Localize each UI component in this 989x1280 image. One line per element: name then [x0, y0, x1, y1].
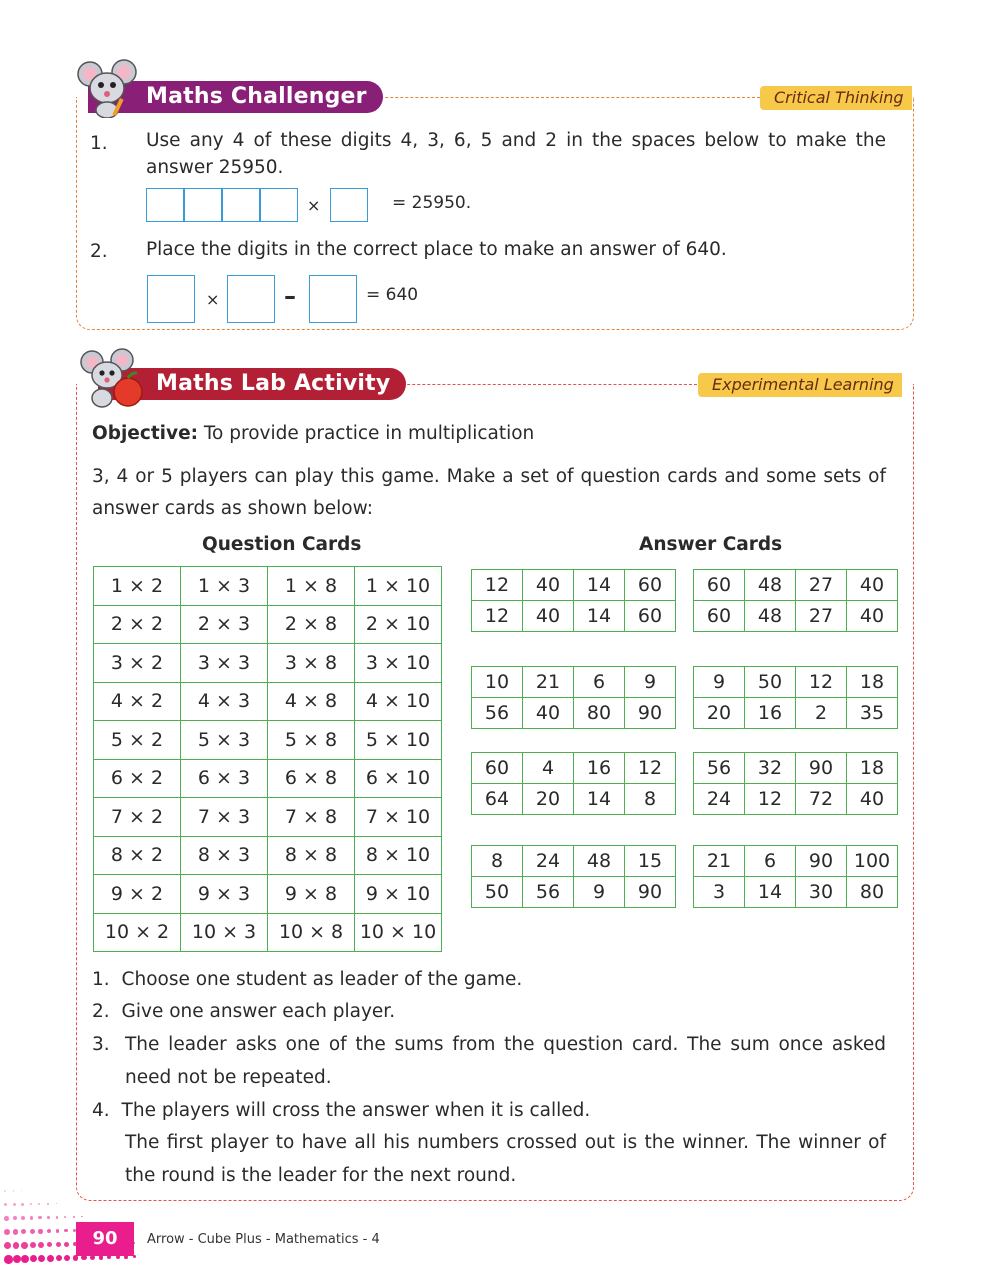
answer-card-cell: 40	[847, 784, 898, 815]
question-card-cell: 4 × 8	[268, 682, 355, 721]
decorative-dot	[73, 1216, 75, 1218]
answer-card-cell: 60	[694, 601, 745, 632]
question-card-cell: 10 × 8	[268, 913, 355, 952]
answer-row	[472, 877, 676, 908]
decorative-dot	[47, 1203, 49, 1205]
answer-card-1	[471, 569, 676, 632]
answer-card-cell: 40	[523, 570, 574, 601]
question-row	[94, 682, 442, 721]
answer-card-cell: 14	[745, 877, 796, 908]
answer-row	[472, 667, 676, 698]
answer-card-cell: 6	[745, 846, 796, 877]
answer-card-cell: 27	[796, 570, 847, 601]
answer-card-cell: 56	[694, 753, 745, 784]
answer-card-cell: 12	[625, 753, 676, 784]
answer-card-cell: 40	[847, 570, 898, 601]
answer-card-cell: 14	[574, 601, 625, 632]
question-card-cell: 1 × 10	[355, 567, 442, 606]
objective-line	[92, 418, 534, 450]
answer-card-cell: 21	[694, 846, 745, 877]
answer-card-cell: 4	[523, 753, 574, 784]
answer-card-3	[471, 666, 676, 729]
q2-answer-box-2[interactable]	[227, 275, 275, 323]
critical-thinking-tag	[760, 86, 912, 110]
answer-card-cell: 35	[847, 698, 898, 729]
decorative-dot	[30, 1229, 35, 1234]
answer-card-cell: 56	[523, 877, 574, 908]
decorative-dot	[38, 1255, 45, 1262]
question-card-cell: 9 × 8	[268, 875, 355, 914]
q1-answer-box-5[interactable]	[330, 188, 368, 222]
question-card-cell: 10 × 2	[94, 913, 181, 952]
challenger-top-line	[340, 97, 760, 98]
objective-label: Objective:	[92, 423, 199, 444]
decorative-dot	[47, 1242, 52, 1247]
objective-text: To provide practice in multiplication	[198, 423, 535, 444]
answer-row	[472, 753, 676, 784]
answer-card-cell: 10	[472, 667, 523, 698]
question-row	[94, 759, 442, 798]
book-title: Arrow - Cube Plus - Mathematics - 4	[147, 1232, 380, 1247]
answer-row	[694, 784, 898, 815]
answer-card-4	[693, 666, 898, 729]
answer-row	[694, 753, 898, 784]
question-card-cell: 7 × 8	[268, 798, 355, 837]
step-3-text: The leader asks one of the sums from the question card. The sum once asked need not be repeated.	[125, 1034, 886, 1088]
question-cards-heading: Question Cards	[202, 534, 362, 555]
answer-card-cell: 90	[796, 846, 847, 877]
answer-card-cell: 24	[523, 846, 574, 877]
answer-card-cell: 2	[796, 698, 847, 729]
decorative-dot	[13, 1255, 21, 1263]
step-1-text: Choose one student as leader of the game.	[121, 969, 523, 990]
answer-row	[694, 667, 898, 698]
decorative-dot	[4, 1242, 11, 1249]
question-card-cell: 1 × 8	[268, 567, 355, 606]
answer-card-cell: 90	[796, 753, 847, 784]
answer-row	[472, 601, 676, 632]
decorative-dot	[81, 1216, 82, 1217]
answer-card-cell: 40	[523, 601, 574, 632]
question-card-cell: 5 × 2	[94, 721, 181, 760]
step-2-text: Give one answer each player.	[121, 1001, 396, 1022]
question-card-cell: 3 × 3	[181, 644, 268, 683]
q2-result: = 640	[366, 285, 419, 305]
decorative-dot	[13, 1229, 19, 1235]
question-card-cell: 6 × 3	[181, 759, 268, 798]
question-card-cell: 4 × 3	[181, 682, 268, 721]
q2-answer-box-3[interactable]	[309, 275, 357, 323]
question-card-cell: 8 × 3	[181, 836, 268, 875]
question-row	[94, 798, 442, 837]
q2-answer-box-1[interactable]	[147, 275, 195, 323]
question-card-cell: 9 × 10	[355, 875, 442, 914]
question-card-cell: 5 × 3	[181, 721, 268, 760]
question-card-cell: 2 × 2	[94, 605, 181, 644]
step-1-number: 1.	[92, 969, 110, 990]
answer-row	[472, 784, 676, 815]
answer-card-cell: 9	[574, 877, 625, 908]
answer-card-cell: 32	[745, 753, 796, 784]
question-card-cell: 8 × 2	[94, 836, 181, 875]
mouse-with-apple-icon	[78, 348, 150, 414]
question-row	[94, 605, 442, 644]
answer-card-7	[471, 845, 676, 908]
question-card-cell: 1 × 2	[94, 567, 181, 606]
answer-card-cell: 50	[472, 877, 523, 908]
question-card-cell: 10 × 10	[355, 913, 442, 952]
answer-card-cell: 27	[796, 601, 847, 632]
experimental-learning-tag	[698, 373, 902, 397]
question-card-cell: 8 × 10	[355, 836, 442, 875]
question-card-cell: 5 × 10	[355, 721, 442, 760]
q2-times-sign: ×	[206, 290, 220, 309]
question-card-cell: 9 × 2	[94, 875, 181, 914]
answer-card-cell: 8	[472, 846, 523, 877]
decorative-dot	[13, 1216, 17, 1220]
answer-card-cell: 80	[847, 877, 898, 908]
answer-card-cell: 15	[625, 846, 676, 877]
step-1	[92, 963, 886, 996]
q2-text: Place the digits in the correct place to make an answer of 640.	[146, 239, 727, 260]
answer-card-cell: 12	[745, 784, 796, 815]
question-card-cell: 5 × 8	[268, 721, 355, 760]
answer-card-cell: 40	[847, 601, 898, 632]
answer-row	[694, 877, 898, 908]
answer-card-cell: 60	[625, 601, 676, 632]
answer-card-cell: 90	[625, 877, 676, 908]
q1-answer-box-1[interactable]	[146, 188, 184, 222]
decorative-dot	[4, 1190, 6, 1192]
decorative-dot	[64, 1229, 67, 1232]
lab-top-line	[372, 384, 702, 385]
answer-card-cell: 60	[694, 570, 745, 601]
step-4-text: The players will cross the answer when it is called.	[121, 1100, 591, 1121]
question-card-cell: 2 × 8	[268, 605, 355, 644]
question-card-cell: 6 × 8	[268, 759, 355, 798]
step-2	[92, 995, 886, 1028]
answer-card-cell: 12	[472, 601, 523, 632]
decorative-dot	[38, 1203, 40, 1205]
q1-text: Use any 4 of these digits 4, 3, 6, 5 and 2 in the spaces below to make the answer 25950.	[146, 130, 886, 178]
decorative-dot	[30, 1255, 37, 1262]
answer-card-cell: 18	[847, 753, 898, 784]
question-card-cell: 3 × 8	[268, 644, 355, 683]
critical-thinking-text: Critical Thinking	[774, 88, 904, 107]
decorative-dot	[56, 1255, 62, 1261]
question-card-cell: 3 × 2	[94, 644, 181, 683]
step-4-number: 4.	[92, 1100, 110, 1121]
step-3-number: 3.	[92, 1034, 110, 1055]
answer-card-cell: 6	[574, 667, 625, 698]
decorative-dot	[56, 1229, 60, 1233]
lab-intro: 3, 4 or 5 players can play this game. Make a set of question cards and some sets of answer cards as shown below:	[92, 466, 886, 519]
answer-card-cell: 60	[625, 570, 676, 601]
decorative-dot	[30, 1242, 36, 1248]
decorative-dot	[4, 1216, 9, 1221]
decorative-dot	[56, 1203, 57, 1204]
answer-card-cell: 24	[694, 784, 745, 815]
answer-row	[694, 601, 898, 632]
question-card-cell: 10 × 3	[181, 913, 268, 952]
challenger-title: Maths Challenger	[146, 84, 367, 109]
q2-number: 2.	[90, 241, 108, 262]
decorative-dot	[13, 1203, 16, 1206]
question-row	[94, 721, 442, 760]
question-card-cell: 6 × 10	[355, 759, 442, 798]
answer-row	[472, 698, 676, 729]
answer-card-cell: 60	[472, 753, 523, 784]
q1-result: = 25950.	[392, 193, 472, 213]
question-row	[94, 913, 442, 952]
q1-answer-box-3[interactable]	[222, 188, 260, 222]
question-card-cell: 9 × 3	[181, 875, 268, 914]
closing-text: The first player to have all his numbers crossed out is the winner. The winner of the round is the leader for the next round.	[125, 1132, 886, 1186]
decorative-dot	[64, 1242, 69, 1247]
decorative-dot	[47, 1216, 50, 1219]
answer-card-cell: 9	[625, 667, 676, 698]
decorative-dot	[47, 1229, 51, 1233]
question-row	[94, 875, 442, 914]
q2-minus-sign: –	[284, 282, 296, 310]
decorative-dot	[38, 1229, 43, 1234]
page-number: 90	[76, 1222, 134, 1256]
question-cards-table	[93, 566, 442, 952]
question-card-cell: 6 × 2	[94, 759, 181, 798]
answer-card-cell: 3	[694, 877, 745, 908]
question-card-cell: 3 × 10	[355, 644, 442, 683]
decorative-dot	[13, 1242, 20, 1249]
question-card-cell: 2 × 3	[181, 605, 268, 644]
q1-answer-box-4[interactable]	[260, 188, 298, 222]
answer-card-cell: 9	[694, 667, 745, 698]
question-row	[94, 836, 442, 875]
decorative-dot	[4, 1203, 7, 1206]
decorative-dot	[21, 1216, 25, 1220]
answer-card-cell: 30	[796, 877, 847, 908]
answer-card-5	[471, 752, 676, 815]
answer-card-cell: 12	[796, 667, 847, 698]
question-card-cell: 4 × 2	[94, 682, 181, 721]
mouse-mascot-icon	[76, 58, 140, 118]
question-card-cell: 7 × 10	[355, 798, 442, 837]
answer-row	[694, 698, 898, 729]
answer-card-cell: 100	[847, 846, 898, 877]
decorative-dot	[21, 1229, 26, 1234]
answer-card-cell: 48	[745, 601, 796, 632]
experimental-learning-text: Experimental Learning	[712, 375, 894, 394]
answer-card-cell: 90	[625, 698, 676, 729]
step-3	[92, 1028, 886, 1094]
answer-card-cell: 64	[472, 784, 523, 815]
decorative-dot	[38, 1242, 44, 1248]
answer-card-cell: 40	[523, 698, 574, 729]
decorative-dot	[38, 1216, 41, 1219]
answer-card-cell: 20	[694, 698, 745, 729]
answer-card-cell: 80	[574, 698, 625, 729]
decorative-dot	[56, 1242, 61, 1247]
answer-card-cell: 18	[847, 667, 898, 698]
q1-answer-box-2[interactable]	[184, 188, 222, 222]
answer-card-cell: 8	[625, 784, 676, 815]
q1-number: 1.	[90, 133, 108, 154]
answer-card-8	[693, 845, 898, 908]
decorative-dot	[64, 1255, 70, 1261]
decorative-dot	[21, 1255, 29, 1263]
answer-card-cell: 48	[745, 570, 796, 601]
decorative-dot	[30, 1216, 34, 1220]
question-card-cell: 7 × 2	[94, 798, 181, 837]
answer-row	[694, 570, 898, 601]
decorative-dot	[4, 1229, 10, 1235]
question-card-cell: 4 × 10	[355, 682, 442, 721]
question-card-cell: 7 × 3	[181, 798, 268, 837]
decorative-dot	[21, 1242, 28, 1249]
answer-cards-heading: Answer Cards	[639, 534, 783, 555]
question-row	[94, 644, 442, 683]
answer-card-cell: 21	[523, 667, 574, 698]
step-2-number: 2.	[92, 1001, 110, 1022]
lab-title: Maths Lab Activity	[156, 371, 391, 396]
decorative-dot	[21, 1190, 22, 1191]
decorative-dot	[30, 1203, 32, 1205]
step-4	[92, 1094, 886, 1127]
answer-card-cell: 12	[472, 570, 523, 601]
answer-row	[694, 846, 898, 877]
q1-times-sign: ×	[307, 196, 321, 215]
answer-card-cell: 56	[472, 698, 523, 729]
question-row	[94, 567, 442, 606]
question-card-cell: 1 × 3	[181, 567, 268, 606]
decorative-dot	[56, 1216, 59, 1219]
answer-card-cell: 72	[796, 784, 847, 815]
answer-card-6	[693, 752, 898, 815]
answer-card-cell: 16	[574, 753, 625, 784]
answer-card-2	[693, 569, 898, 632]
answer-row	[472, 570, 676, 601]
decorative-dot	[47, 1255, 54, 1262]
answer-card-cell: 16	[745, 698, 796, 729]
answer-card-cell: 14	[574, 570, 625, 601]
answer-card-cell: 48	[574, 846, 625, 877]
decorative-dot	[64, 1216, 66, 1218]
question-card-cell: 8 × 8	[268, 836, 355, 875]
decorative-dot	[21, 1203, 24, 1206]
answer-card-cell: 50	[745, 667, 796, 698]
decorative-dot	[13, 1190, 15, 1192]
answer-card-cell: 20	[523, 784, 574, 815]
question-card-cell: 2 × 10	[355, 605, 442, 644]
decorative-dot	[4, 1255, 13, 1264]
answer-row	[472, 846, 676, 877]
answer-card-cell: 14	[574, 784, 625, 815]
